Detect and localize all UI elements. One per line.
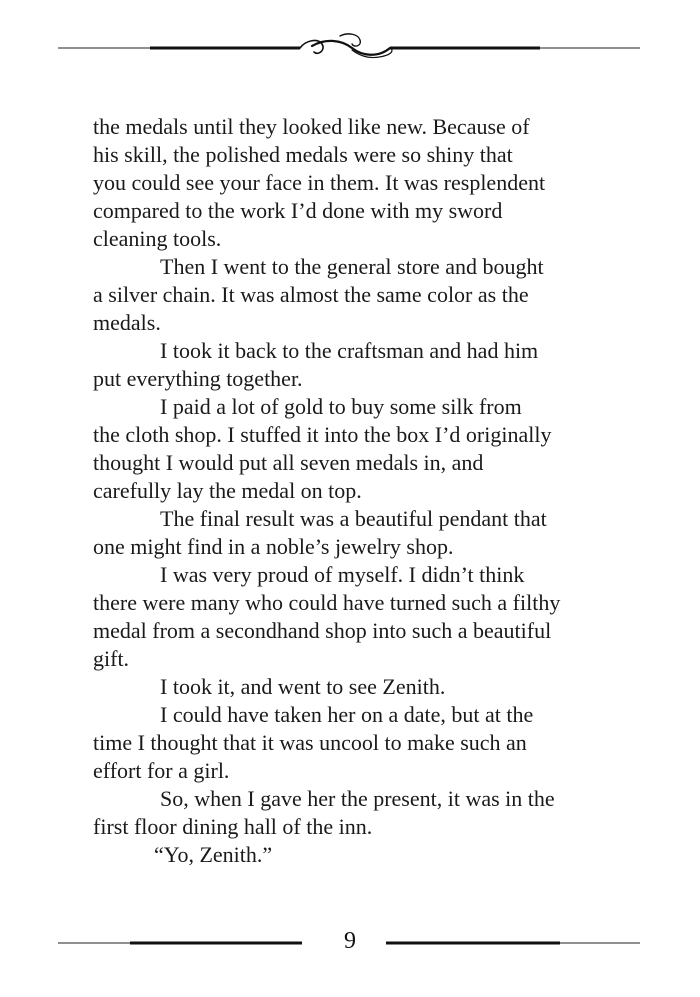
- text-line: one might find in a noble’s jewelry shop.: [93, 534, 454, 559]
- text-line: thought I would put all seven medals in, and: [93, 450, 484, 475]
- text-line: The final result was a beautiful pendant that: [160, 506, 547, 531]
- text-line: medals.: [93, 310, 161, 335]
- text-line: a silver chain. It was almost the same color as the: [93, 282, 529, 307]
- text-line: I took it back to the craftsman and had him: [160, 338, 539, 363]
- text-line: Then I went to the general store and bought: [160, 254, 544, 279]
- text-line: carefully lay the medal on top.: [93, 478, 362, 503]
- body-text: [93, 113, 613, 869]
- text-line: I was very proud of myself. I didn’t think: [160, 562, 525, 587]
- text-line: first floor dining hall of the inn.: [93, 814, 373, 839]
- text-line: time I thought that it was uncool to make such an: [93, 730, 527, 755]
- text-line: the cloth shop. I stuffed it into the box I’d originally: [93, 422, 552, 447]
- text-line: gift.: [93, 646, 130, 671]
- text-line: “Yo, Zenith.”: [154, 842, 273, 867]
- text-line: I paid a lot of gold to buy some silk from: [160, 394, 522, 419]
- text-line: compared to the work I’d done with my sword: [93, 198, 503, 223]
- text-line: you could see your face in them. It was resplendent: [93, 170, 546, 195]
- text-line: there were many who could have turned such a filthy: [93, 590, 561, 615]
- text-line: cleaning tools.: [93, 226, 222, 251]
- text-line: effort for a girl.: [93, 758, 230, 783]
- text-line: I could have taken her on a date, but at the: [160, 702, 534, 727]
- text-line: his skill, the polished medals were so shiny that: [93, 142, 513, 167]
- text-line: medal from a secondhand shop into such a beautiful: [93, 618, 552, 643]
- text-line: So, when I gave her the present, it was in the: [160, 786, 555, 811]
- flourish-icon: [300, 34, 392, 58]
- page-number: 9: [344, 928, 356, 954]
- header-ornament: [0, 26, 700, 76]
- text-line: put everything together.: [93, 366, 303, 391]
- text-line: the medals until they looked like new. Because of: [93, 114, 530, 139]
- text-line: I took it, and went to see Zenith.: [160, 674, 446, 699]
